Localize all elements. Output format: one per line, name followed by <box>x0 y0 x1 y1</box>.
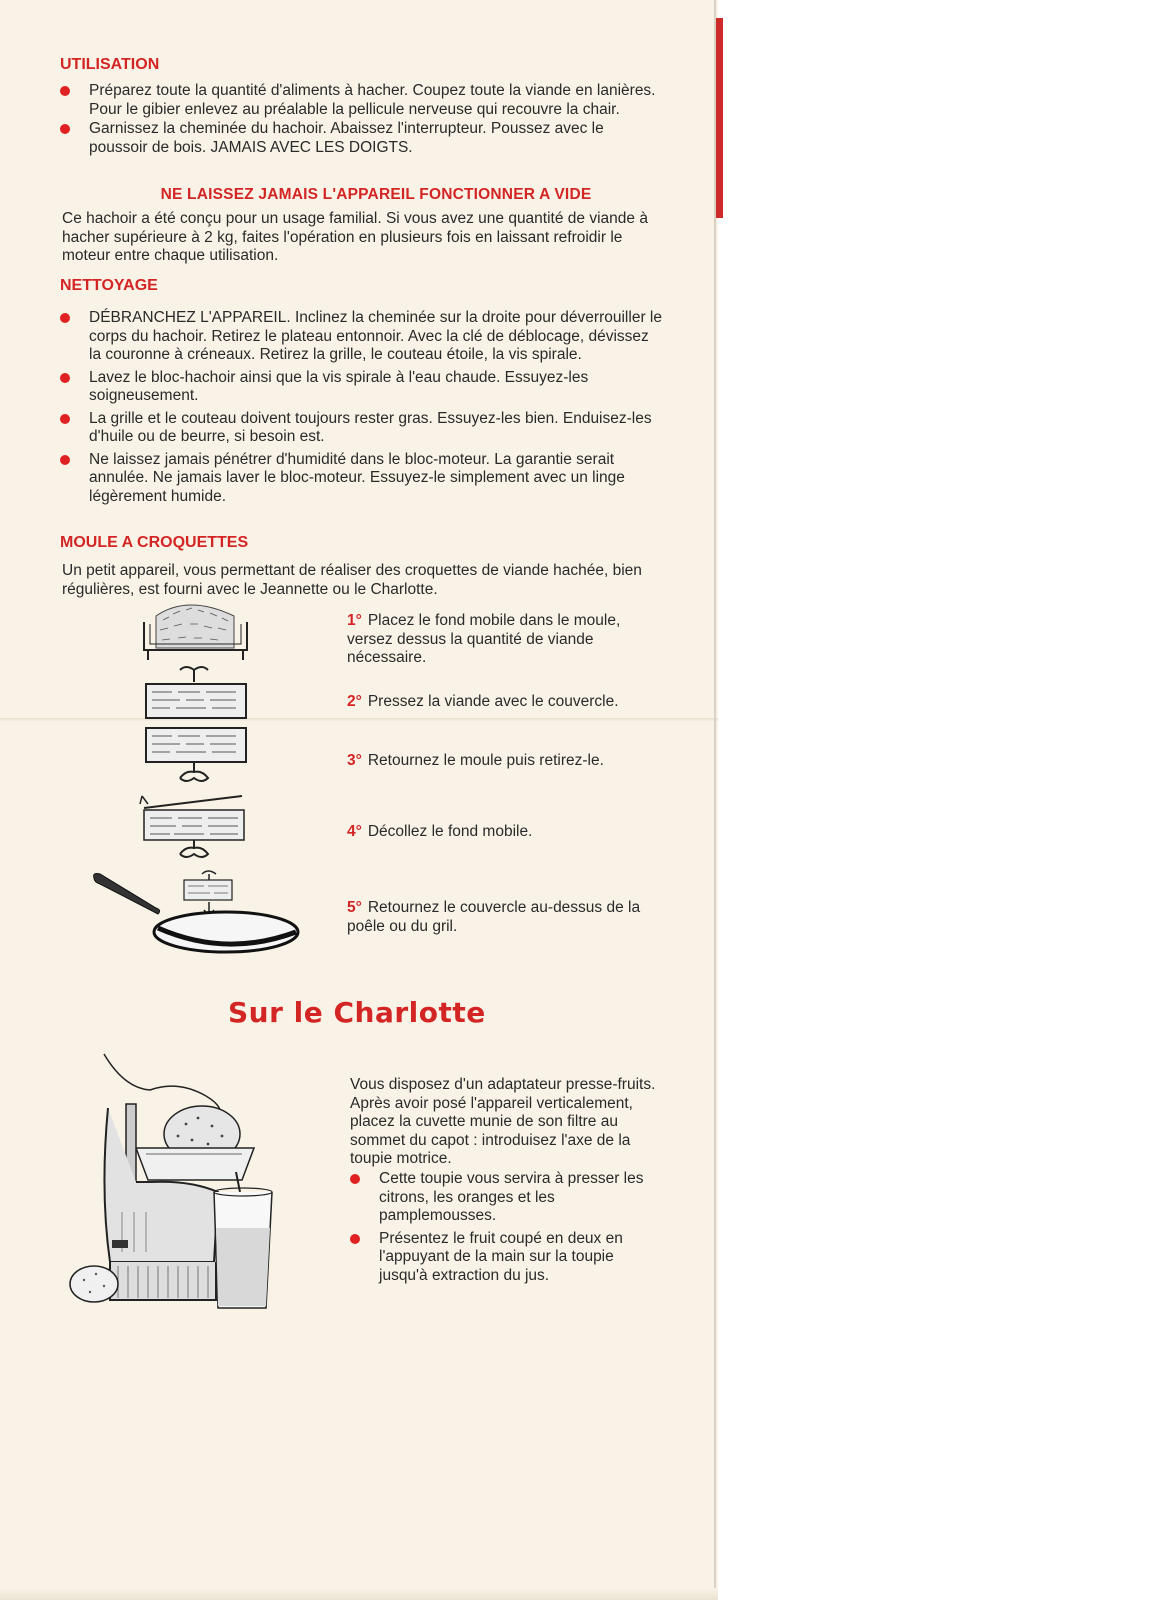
bullet-icon <box>60 373 70 383</box>
page-edge <box>714 0 716 1600</box>
list-item: Lavez le bloc-hachoir ainsi que la vis spirale à l'eau chaude. Essuyez-les soigneusement. <box>60 369 662 406</box>
step-2: 2° Pressez la viande avec le couvercle. <box>347 693 619 710</box>
frying-pan-illustration <box>92 866 302 958</box>
utilisation-heading: UTILISATION <box>60 56 160 73</box>
bullet-icon <box>60 455 70 465</box>
mould-step2-illustration <box>138 664 253 722</box>
usage-note: Ce hachoir a été conçu pour un usage familial. Si vous avez une quantité de viande à hacher supérieure à 2 kg, faites l'opération en plusieurs fois en laissant refroidir le moteur entre chaque utilisation. <box>62 210 648 264</box>
list-item: Garnissez la cheminée du hachoir. Abaissez l'interrupteur. Poussez avec le poussoir de bois. JAMAIS AVEC LES DOIGTS. <box>60 120 662 157</box>
moule-intro: Un petit appareil, vous permettant de réaliser des croquettes de viande hachée, bien régulières, est fourni avec le Jeannette ou le Charlotte. <box>62 562 642 598</box>
bullet-icon <box>350 1174 360 1184</box>
step-4: 4° Décollez le fond mobile. <box>347 823 533 840</box>
mould-step1-illustration <box>138 598 253 662</box>
bullet-icon <box>60 124 70 134</box>
list-item: DÉBRANCHEZ L'APPAREIL. Inclinez la cheminée sur la droite pour déverrouiller le corps du hachoir. Retirez le plateau entonnoir. Avec la clé de déblocage, dévissez la couronne à créneaux. Retirez la grille, le couteau étoile, la vis spirale. <box>60 309 662 365</box>
list-item: Cette toupie vous servira à presser les citrons, les oranges et les pamplemousses. <box>350 1170 664 1226</box>
charlotte-title: Sur le Charlotte <box>228 996 486 1029</box>
juicer-illustration <box>66 1052 288 1312</box>
list-item: Préparez toute la quantité d'aliments à hacher. Coupez toute la viande en lanières. Pour le gibier enlevez au préalable la pellicule nerveuse qui recouvre la chair. <box>60 82 662 119</box>
list-item: Ne laissez jamais pénétrer d'humidité dans le bloc-moteur. La garantie serait annulée. Ne jamais laver le bloc-moteur. Essuyez-le simplement avec un linge légèrement humide. <box>60 451 662 507</box>
nettoyage-list <box>60 309 662 508</box>
moule-heading: MOULE A CROQUETTES <box>60 534 249 551</box>
mould-step3-illustration <box>138 726 253 784</box>
nettoyage-heading: NETTOYAGE <box>60 277 158 294</box>
page-fold <box>0 718 718 721</box>
list-item: La grille et le couteau doivent toujours rester gras. Essuyez-les bien. Enduisez-les d'huile ou de beurre, si besoin est. <box>60 410 662 447</box>
bullet-icon <box>350 1234 360 1244</box>
list-item: Présentez le fruit coupé en deux en l'appuyant de la main sur la toupie jusqu'à extraction du jus. <box>350 1230 664 1286</box>
mould-step4-illustration <box>138 792 253 862</box>
bullet-icon <box>60 313 70 323</box>
bullet-icon <box>60 414 70 424</box>
utilisation-list <box>60 82 662 159</box>
charlotte-intro: Vous disposez d'un adaptateur presse-fruits. Après avoir posé l'appareil verticalement, placez la cuvette munie de son filtre au sommet du capot : introduisez l'axe de la toupie motrice. <box>350 1076 656 1167</box>
warning-text: NE LAISSEZ JAMAIS L'APPAREIL FONCTIONNER A VIDE <box>160 186 592 203</box>
step-1: 1° Placez le fond mobile dans le moule, versez dessus la quantité de viande nécessaire. <box>347 612 621 666</box>
step-3: 3° Retournez le moule puis retirez-le. <box>347 752 604 769</box>
page-bottom-edge <box>0 1588 718 1600</box>
charlotte-list <box>350 1170 664 1287</box>
step-5: 5° Retournez le couvercle au-dessus de la poêle ou du gril. <box>347 899 641 935</box>
red-page-edge <box>716 18 723 218</box>
bullet-icon <box>60 86 70 96</box>
